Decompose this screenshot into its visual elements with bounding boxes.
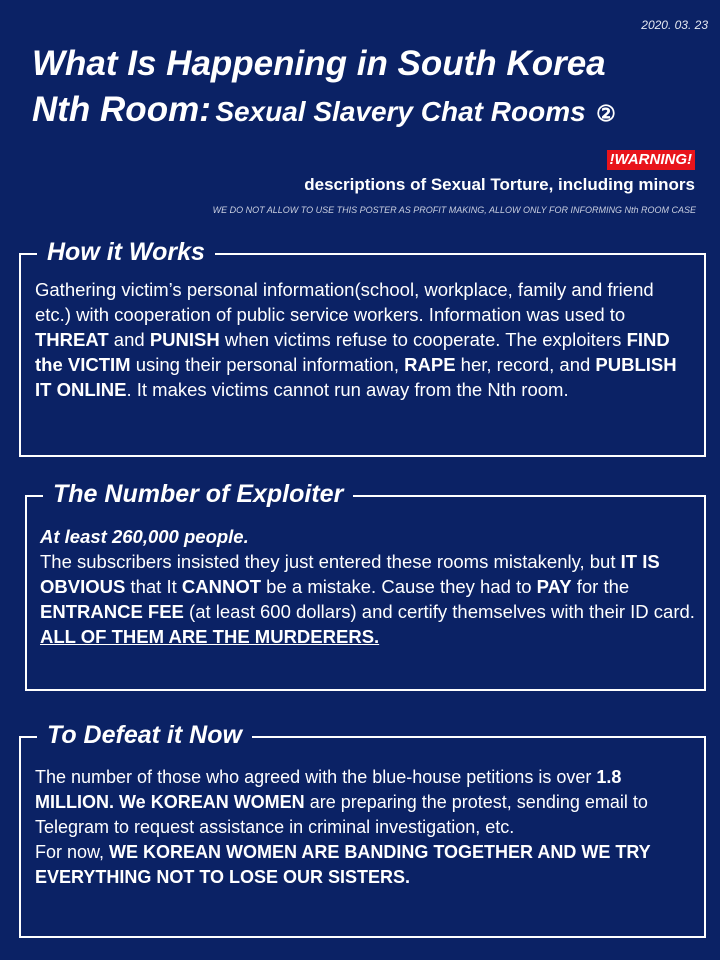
emphasis-punish: PUNISH — [149, 329, 220, 350]
title-subtitle: Sexual Slavery Chat Rooms — [215, 96, 586, 127]
section-paragraph — [35, 765, 694, 840]
section-paragraph — [35, 840, 694, 890]
emphasis-obvious: IT IS OBVIOUS — [40, 551, 660, 597]
warning-badge: !WARNING! — [607, 150, 696, 170]
text-run: using their personal information, — [130, 354, 405, 375]
usage-disclaimer: WE DO NOT ALLOW TO USE THIS POSTER AS PROFIT MAKING, ALLOW ONLY FOR INFORMING Nth ROOM CASE — [212, 205, 696, 215]
emphasis-publish: PUBLISH IT ONLINE — [35, 354, 677, 400]
text-run: that It — [125, 576, 182, 597]
text-run: . It makes victims cannot run away from the Nth room. — [126, 379, 569, 400]
emphasis-find-victim: FIND the VICTIM — [35, 329, 670, 375]
emphasis-threat: THREAT — [35, 329, 109, 350]
section-body — [40, 524, 696, 649]
emphasis-petition-count: 1.8 MILLION. — [35, 767, 622, 812]
text-run: (at least 600 dollars) and certify themselves with their ID card. — [183, 601, 695, 622]
emphasis-entrance-fee: ENTRANCE FEE — [40, 601, 184, 622]
poster-title-line2 — [32, 90, 616, 137]
section-paragraph — [40, 549, 696, 624]
emphasis-pay: PAY — [536, 576, 572, 597]
emphasis-rape: RAPE — [404, 354, 456, 375]
poster-title-line1: What Is Happening in South Korea — [32, 44, 606, 83]
section-title: The Number of Exploiter — [43, 477, 353, 511]
text-run: Gathering victim’s personal information(school, workplace, family and friend etc.) with cooperation of public service workers. Information was used to — [35, 279, 654, 325]
section-title: How it Works — [37, 235, 215, 269]
section-body — [35, 277, 694, 402]
section-body — [35, 765, 694, 890]
emphasis-banding-together: WE KOREAN WOMEN ARE BANDING TOGETHER AND WE TRY EVERYTHING NOT TO LOSE OUR SISTERS. — [35, 842, 651, 887]
text-run: her, record, and — [455, 354, 596, 375]
text-run: For now, — [35, 842, 110, 862]
closing-statement: ALL OF THEM ARE THE MURDERERS. — [40, 626, 380, 647]
text-run: The subscribers insisted they just entered these rooms mistakenly, but — [40, 551, 621, 572]
poster-date: 2020. 03. 23 — [641, 18, 708, 32]
exploiter-count: At least 260,000 people. — [40, 526, 249, 547]
section-how-it-works — [19, 238, 706, 457]
section-number-of-exploiter — [25, 480, 706, 691]
warning-text: descriptions of Sexual Torture, including minors — [304, 175, 695, 194]
text-run: when victims refuse to cooperate. The exploiters — [219, 329, 627, 350]
title-number-badge: ② — [596, 101, 616, 126]
section-title: To Defeat it Now — [37, 718, 252, 752]
text-run: The number of those who agreed with the blue-house petitions is over — [35, 767, 597, 787]
text-run: and — [108, 329, 150, 350]
text-run: are preparing the protest, sending email to Telegram to request assistance in criminal investigation, etc. — [35, 792, 648, 837]
section-to-defeat-it-now — [19, 721, 706, 938]
emphasis-cannot: CANNOT — [181, 576, 262, 597]
text-run: be a mistake. Cause they had to — [261, 576, 537, 597]
text-run: for the — [571, 576, 630, 597]
title-nth-room: Nth Room: — [32, 90, 211, 129]
emphasis-korean-women: We KOREAN WOMEN — [119, 792, 305, 812]
